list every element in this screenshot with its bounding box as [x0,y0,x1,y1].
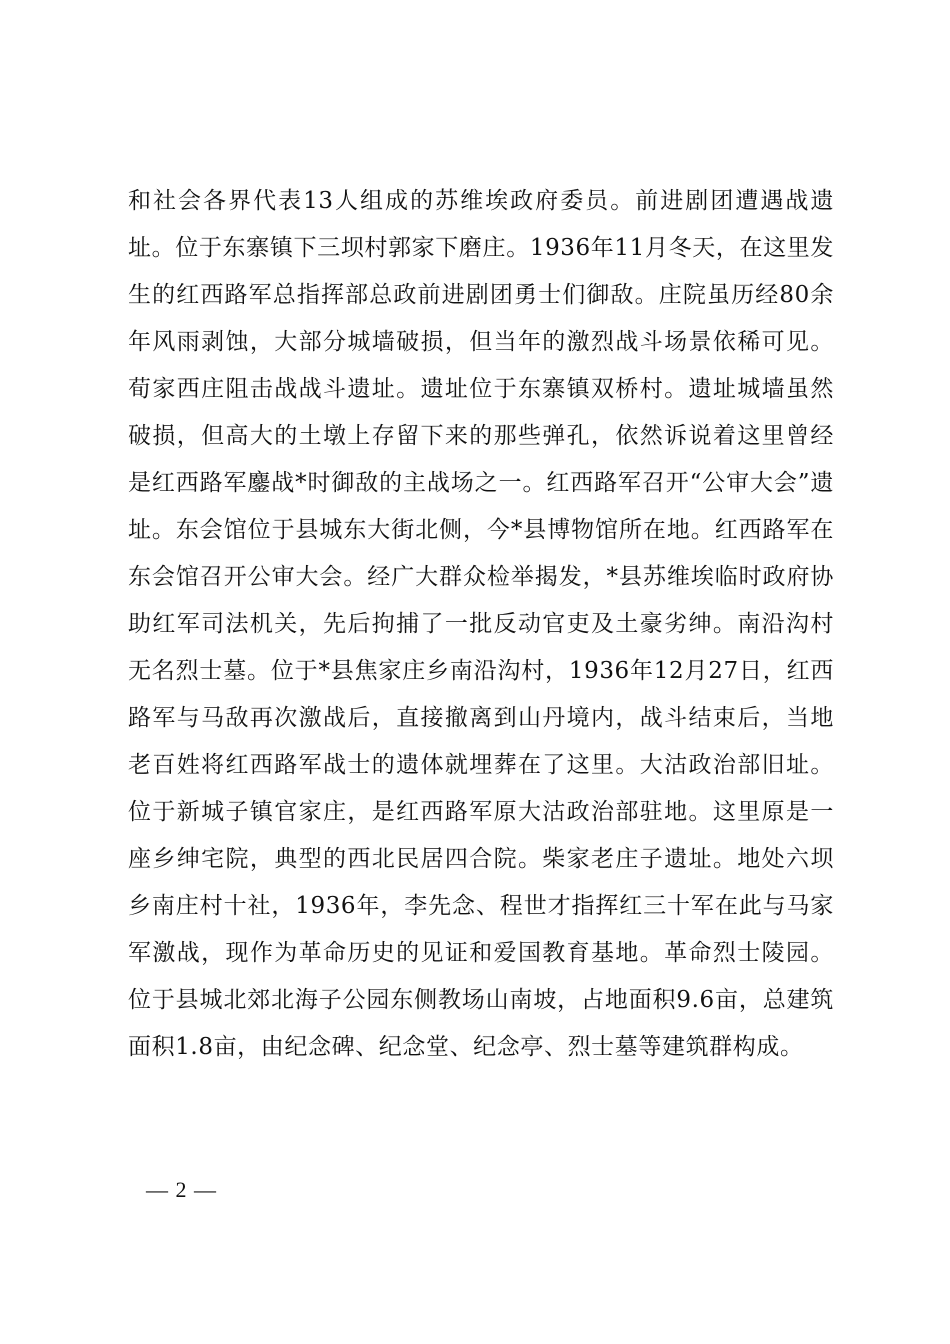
body-paragraph: 和社会各界代表13人组成的苏维埃政府委员。前进剧团遭遇战遗址。位于东寨镇下三坝村郭家下磨庄。1936年11月冬天，在这里发生的红西路军总指挥部总政前进剧团勇士们御敌。庄院虽历经80余年风雨剥蚀，大部分城墙破损，但当年的激烈战斗场景依稀可见。荀家西庄阻击战战斗遗址。遗址位于东寨镇双桥村。遗址城墙虽然破损，但高大的土墩上存留下来的那些弹孔，依然诉说着这里曾经是红西路军鏖战*时御敌的主战场之一。红西路军召开“公审大会”遗址。东会馆位于县城东大街北侧，今*县博物馆所在地。红西路军在东会馆召开公审大会。经广大群众检举揭发，*县苏维埃临时政府协助红军司法机关，先后拘捕了一批反动官吏及土豪劣绅。南沿沟村无名烈士墓。位于*县焦家庄乡南沿沟村，1936年12月27日，红西路军与马敌再次激战后，直接撤离到山丹境内，战斗结束后，当地老百姓将红西路军战士的遗体就埋葬在了这里。大沽政治部旧址。位于新城子镇官家庄，是红西路军原大沽政治部驻地。这里原是一座乡绅宅院，典型的西北民居四合院。柴家老庄子遗址。地处六坝乡南庄村十社，1936年，李先念、程世才指挥红三十军在此与马家军激战，现作为革命历史的见证和爱国教育基地。革命烈士陵园。位于县城北郊北海子公园东侧教场山南坡，占地面积9.6亩，总建筑面积1.8亩，由纪念碑、纪念堂、纪念亭、烈士墓等建筑群构成。 [128,188,834,1060]
page-number: — 2 — [146,1177,217,1202]
